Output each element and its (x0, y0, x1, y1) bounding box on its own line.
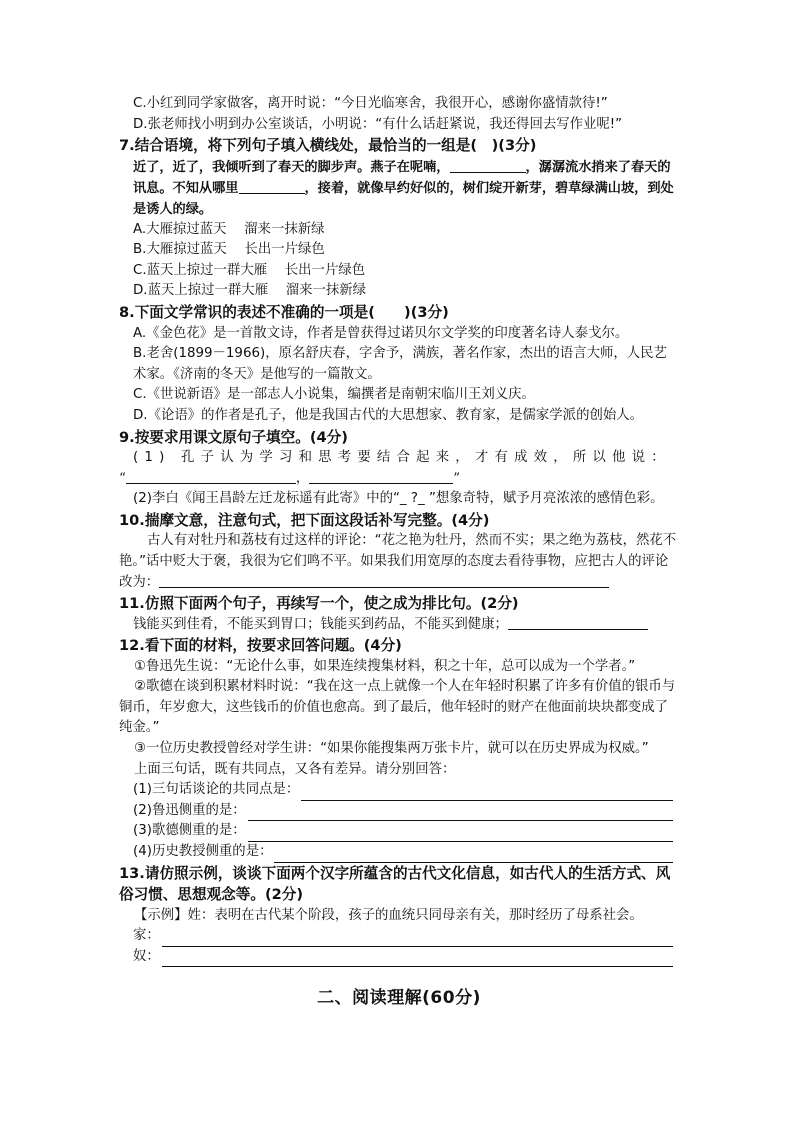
q12-answer-4-label: (4)历史教授侧重的是： (133, 844, 273, 860)
q13-char-1-label: 家： (133, 928, 160, 944)
q13-char-1-blank[interactable] (162, 932, 673, 947)
q9-item-1-answer (119, 469, 679, 490)
q12-answer-2 (119, 801, 673, 822)
q9-answer-blank-1[interactable] (126, 469, 296, 484)
q12-title: 12.看下面的材料，按要求回答问题。(4分) (119, 637, 402, 655)
q12-answer-2-blank[interactable] (248, 806, 673, 821)
q6-option-c: C.小红到同学家做客，离开时说：“今日光临寒舍，我很开心，感谢你盛情款待!” (133, 96, 608, 111)
q12-answer-4-blank[interactable] (274, 848, 673, 863)
q7-passage-part-a: 近了，近了，我倾听到了春天的脚步声。燕子在呢喃， (133, 159, 450, 175)
q13-example: 【示例】姓：表明在古代某个阶段，孩子的血统只同母亲有关，那时经历了母系社会。 (134, 907, 643, 923)
q11-answer-blank[interactable] (508, 615, 648, 630)
q9-item-1: (1) 孔子认为学习和思考要结合起来，才有成效，所以他说： (133, 450, 671, 466)
section-heading: 二、阅读理解(60分) (317, 988, 481, 1009)
q7-option-b: B.大雁掠过蓝天 长出一片绿色 (133, 242, 325, 258)
q8-option-a: A.《金色花》是一首散文诗，作者是曾获得过诺贝尔文学奖的印度著名诗人泰戈尔。 (133, 325, 629, 341)
q10-answer-blank[interactable] (159, 573, 609, 588)
q9-item-2: (2)李白《闻王昌龄左迁龙标遥有此寄》中的“_ ?_ ”想象奇特，赋予月亮浓浓的感情色彩。 (133, 491, 664, 507)
q7-option-d: D.蓝天上掠过一群大雁 溜来一抹新绿 (133, 283, 367, 299)
q7-passage (119, 157, 679, 220)
q9-title: 9.按要求用课文原句子填空。(4分) (119, 428, 348, 446)
q11-text-body: 钱能买到佳肴，不能买到胃口；钱能买到药品，不能买到健康； (133, 616, 508, 632)
q7-title: 7.结合语境，将下列句子填入横线处，最恰当的一组是( )(3分) (119, 137, 537, 155)
q7-passage-part-c: ，接着，就像早约好似的，树们绽开新芽，碧草绿满山坡，到处是诱人的绿。 (133, 180, 674, 217)
q8-title: 8.下面文学常识的表述不准确的一项是( )(3分) (119, 304, 449, 322)
q7-option-a: A.大雁掠过蓝天 溜来一抹新绿 (133, 221, 325, 237)
q12-answer-4 (119, 842, 673, 863)
q9-open-quote: “ (119, 470, 126, 486)
q7-passage-part-b: ，潺潺流水捎来了春天的讯息。不知从哪里 (133, 159, 671, 196)
q12-answer-1-blank[interactable] (301, 786, 673, 801)
q9-close-quote: ” (453, 470, 461, 486)
q12-intro: 上面三句话，既有共同点，又各有差异。请分别回答： (134, 761, 456, 777)
q7-blank-1[interactable] (450, 158, 526, 173)
q7-option-c: C.蓝天上掠过一群大雁 长出一片绿色 (133, 262, 366, 278)
q7-blank-2[interactable] (239, 179, 305, 194)
q12-answer-3-blank[interactable] (248, 827, 673, 842)
q13-char-2 (119, 947, 673, 968)
q8-option-d: D.《论语》的作者是孔子，他是我国古代的大思想家、教育家，是儒家学派的创始人。 (133, 407, 644, 423)
q12-material-1: ①鲁迅先生说：“无论什么事，如果连续搜集材料，积之十年，总可以成为一个学者。” (134, 658, 636, 674)
q9-answer-blank-2[interactable] (309, 469, 453, 484)
q13-char-1 (119, 926, 673, 947)
q11-title: 11.仿照下面两个句子，再续写一个，使之成为排比句。(2分) (119, 595, 519, 613)
q10-text-body: 古人有对牡丹和荔枝有过这样的评论：“花之艳为牡丹，然而不实；果之绝为荔枝，然花不艳。”话中贬大于褒，我很为它们鸣不平。如果我们用宽厚的态度去看待事物，应把古人的评论改为： (119, 533, 677, 590)
q10-text (119, 531, 679, 593)
q12-answer-2-label: (2)鲁迅侧重的是： (133, 802, 246, 818)
q13-title: 13.请仿照示例，谈谈下面两个汉字所蕴含的古代文化信息，如古代人的生活方式、风俗习惯、思想观念等。(2分) (119, 864, 671, 904)
q12-answer-3 (119, 821, 673, 842)
q9-comma: ， (295, 470, 310, 486)
q12-answer-1-label: (1)三句话谈论的共同点是： (133, 782, 300, 798)
q8-option-c: C.《世说新语》是一部志人小说集，编撰者是南朝宋临川王刘义庆。 (133, 387, 535, 403)
q12-answer-3-label: (3)歌德侧重的是： (133, 823, 246, 839)
q8-option-b: B.老舍(1899－1966)，原名舒庆春，字舍予，满族，著名作家，杰出的语言大师，人民艺术家。《济南的冬天》是他写的一篇散文。 (133, 346, 667, 382)
q13-char-2-label: 奴： (133, 948, 160, 964)
q10-title: 10.揣摩文意，注意句式，把下面这段话补写完整。(4分) (119, 511, 490, 529)
exam-page (119, 94, 679, 1008)
q12-material-3: ③一位历史教授曾经对学生讲：“如果你能搜集两万张卡片，就可以在历史界成为权威。” (134, 741, 649, 757)
q12-material-2: ②歌德在谈到积累材料时说：“我在这一点上就像一个人在年轻时积累了许多有价值的银币与铜币，年岁愈大，这些钱币的价值也愈高。到了最后，他年轻时的财产在他面前块块都变成了纯金。” (119, 679, 676, 736)
q12-answer-1 (119, 780, 673, 801)
q6-option-d: D.张老师找小明到办公室谈话，小明说：“有什么话赶紧说，我还得回去写作业呢!” (133, 116, 623, 132)
q11-text (119, 615, 679, 636)
q13-char-2-blank[interactable] (162, 952, 673, 967)
